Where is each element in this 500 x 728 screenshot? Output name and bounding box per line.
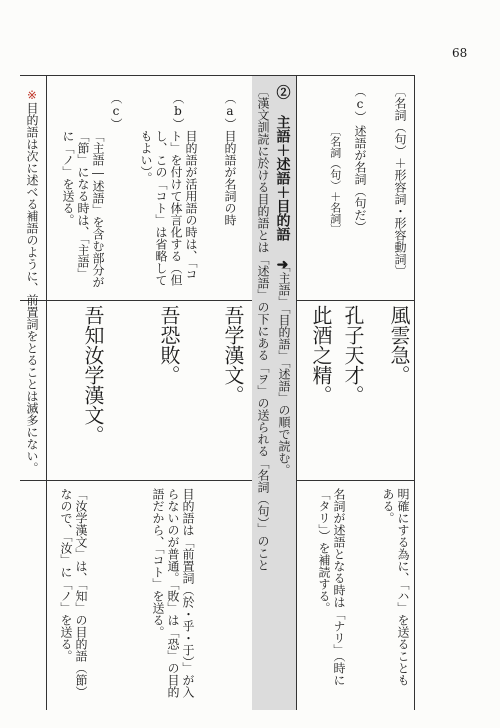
rule-middle	[20, 300, 415, 301]
prev-top-note: 〔名詞（句）＋形容詞・形容動詞〕	[393, 85, 407, 277]
section-subtitle: 「主語」「目的語」「述語」の順で読む。	[277, 260, 291, 476]
row-a-example: 吾学漢文。	[221, 305, 245, 405]
row-b-example: 吾恐敗。	[157, 305, 181, 385]
page-number: 68	[452, 46, 468, 60]
row-c-example: 吾知汝学漢文。	[81, 305, 105, 445]
prev-c-label: （c）	[353, 85, 367, 123]
prev-explanation-1: 明確にする為に、「ハ」を送ることもある。	[381, 488, 410, 686]
row-a-text: 目的語が名詞の時	[223, 130, 237, 226]
rule-left	[46, 75, 47, 710]
prev-c-sub: 〔名詞（句）＋名詞〕	[328, 125, 342, 235]
rule-top	[20, 75, 415, 76]
section-note: 〔漢文訓読に於ける目的語とは「述語」の下にある「ヲ」の送られる「名詞（句）」のこと	[256, 85, 270, 571]
rule-lower	[20, 480, 415, 481]
footnote-mark: ※	[25, 88, 39, 102]
rule-col	[296, 75, 297, 710]
row-c-text: 「主語―述語」を含む部分が「節」になる時は、「主語」に「ノ」を送る。	[61, 130, 105, 288]
prev-example-2: 孔子天才。	[341, 305, 365, 405]
row-b-text: 目的語が活用語の時は、「コト」を付けて体言化する（但し、この「コト」は省略してもよい）。	[139, 130, 198, 286]
row-c-explanation: 「汝学漢文」は、「知」の目的語（節）なので、「汝」に「ノ」を送る。	[59, 488, 88, 698]
row-b-explanation: 目的語は「前置詞（於・乎・于）」が入らないのが普通。「敗」は「恐」の目的語だから、「コト」を送る。	[151, 488, 195, 698]
prev-explanation-2: 名詞が述語となる時は「ナリ」（時に「タリ」）を補読する。	[317, 488, 346, 686]
prev-c-text: 述語が名詞（句だ）	[353, 125, 367, 233]
prev-example-1: 風雲急。	[387, 305, 411, 385]
rule-right	[414, 75, 415, 710]
section-heading: ② 主語＋述語＋目的語 ➜	[274, 85, 291, 273]
footnote-text: 目的語は次に述べる補語のように、前置詞をとることは滅多にない。	[25, 102, 39, 474]
row-a-label: （a）	[223, 92, 237, 130]
prev-example-3: 此酒之精。	[309, 305, 333, 405]
row-b-label: （b）	[171, 92, 185, 130]
row-c-label: （c）	[109, 92, 123, 130]
